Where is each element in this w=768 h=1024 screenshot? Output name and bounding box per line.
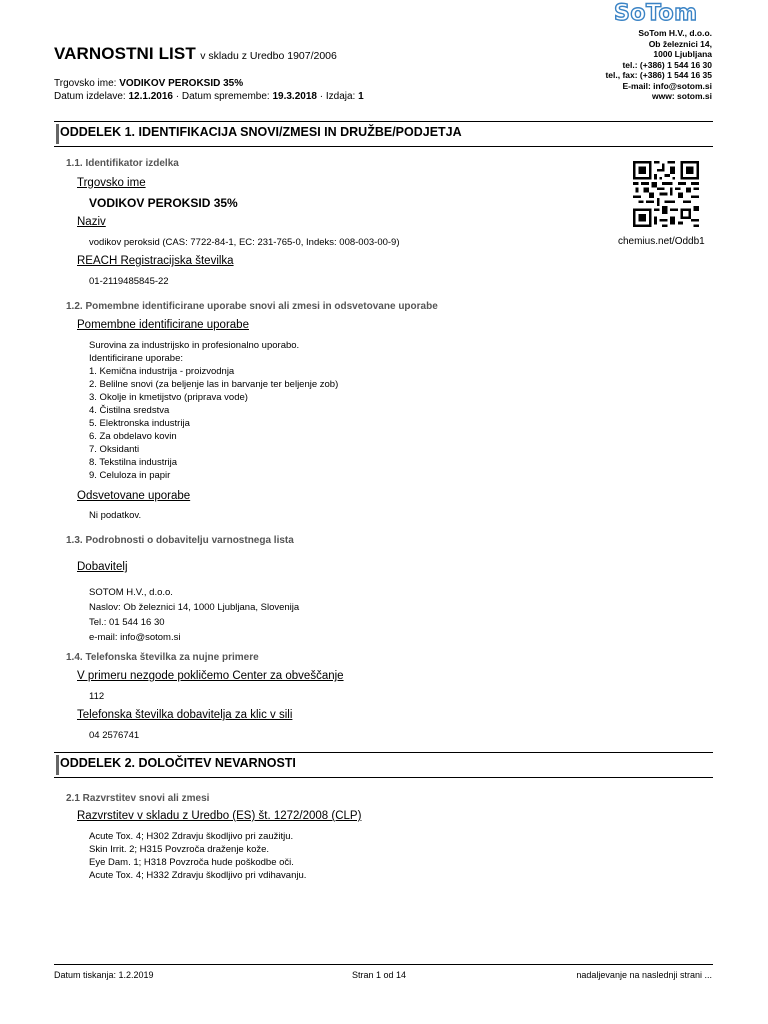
- list-item: 3. Okolje in kmetijstvo (priprava vode): [89, 392, 248, 403]
- s14-emerg-value: 112: [89, 691, 105, 702]
- document-title: [54, 44, 337, 64]
- list-item: Acute Tox. 4; H302 Zdravju škodljivo pri zaužitju.: [89, 831, 294, 842]
- list-item: Eye Dam. 1; H318 Povzroča hude poškodbe oči.: [89, 857, 294, 868]
- s14-title: 1.4. Telefonska številka za nujne primere: [66, 652, 259, 663]
- s13-supplier-block: SOTOM H.V., d.o.o. Naslov: Ob železnici 14, 1000 Ljubljana, Slovenija Tel.: 01 544 16 30 e-mail: info@sotom.si: [89, 587, 300, 643]
- list-item: 6. Za obdelavo kovin: [89, 431, 177, 442]
- title-main: VARNOSTNI LIST: [54, 44, 196, 63]
- s21-clp-label: Razvrstitev v skladu z Uredbo (ES) št. 1272/2008 (CLP): [77, 810, 362, 822]
- list-item: Skin Irrit. 2; H315 Povzroča draženje kože.: [89, 844, 270, 855]
- footer-page-number: Stran 1 od 14: [352, 970, 407, 980]
- s12-title: 1.2. Pomembne identificirane uporabe snovi ali zmesi in odsvetovane uporabe: [66, 301, 438, 312]
- header-meta: [54, 77, 364, 103]
- s14-supplier-tel-value: 04 2576741: [89, 730, 140, 741]
- s11-reach-value: 01-2119485845-22: [89, 276, 169, 287]
- s21-clp-list: [89, 830, 306, 882]
- s11-trade-value: VODIKOV PEROKSID 35%: [89, 196, 238, 210]
- trade-name-line: Trgovsko ime: VODIKOV PEROKSID 35%: [54, 78, 244, 89]
- title-sub: v skladu z Uredbo 1907/2006: [200, 50, 337, 62]
- footer-divider: [54, 964, 713, 965]
- s11-title: 1.1. Identifikator izdelka: [66, 158, 179, 169]
- footer-continued: nadaljevanje na naslednji strani ...: [576, 970, 712, 980]
- s12-advised-label: Odsvetovane uporabe: [77, 490, 191, 502]
- section-1-heading: ODDELEK 1. IDENTIFIKACIJA SNOVI/ZMESI IN DRUŽBE/PODJETJA: [54, 121, 713, 147]
- s12-advised-value: Ni podatkov.: [89, 510, 142, 521]
- company-info: SoTom H.V., d.o.o. Ob železnici 14, 1000 Ljubljana tel.: (+386) 1 544 16 30 tel., fax: (+386) 1 544 16 35 E-mail: info@sotom.si www: sotom.si: [605, 28, 712, 101]
- list-item: Acute Tox. 4; H332 Zdravju škodljivo pri vdihavanju.: [89, 870, 307, 881]
- section-2-heading: ODDELEK 2. DOLOČITEV NEVARNOSTI: [54, 752, 713, 778]
- s12-uses-list: [89, 339, 338, 482]
- list-item: 7. Oksidanti: [89, 444, 140, 455]
- s11-reach-label: REACH Registracijska številka: [77, 255, 234, 267]
- s13-supplier-label: Dobavitelj: [77, 561, 128, 573]
- list-item: 8. Tekstilna industrija: [89, 457, 178, 468]
- qr-code-icon[interactable]: [633, 161, 699, 227]
- dates-line: Datum izdelave: 12.1.2016 · Datum spremembe: 19.3.2018 · Izdaja: 1: [54, 91, 364, 102]
- s14-emerg-label: V primeru nezgode pokličemo Center za obveščanje: [77, 670, 344, 682]
- qr-caption: chemius.net/Oddb1: [618, 236, 705, 247]
- list-item: Identificirane uporabe:: [89, 353, 184, 364]
- list-item: 5. Elektronska industrija: [89, 418, 190, 429]
- s11-name-label: Naziv: [77, 216, 106, 228]
- footer-print-date: Datum tiskanja: 1.2.2019: [54, 970, 154, 980]
- list-item: 2. Belilne snovi (za beljenje las in barvanje ter beljenje zob): [89, 379, 339, 390]
- s11-name-value: vodikov peroksid (CAS: 7722-84-1, EC: 231-765-0, Indeks: 008-003-00-9): [89, 237, 400, 248]
- company-logo: SoTom: [614, 1, 698, 26]
- s12-uses-label: Pomembne identificirane uporabe: [77, 319, 249, 331]
- s11-trade-label: Trgovsko ime: [77, 177, 146, 189]
- s21-title: 2.1 Razvrstitev snovi ali zmesi: [66, 793, 210, 804]
- list-item: Surovina za industrijsko in profesionalno uporabo.: [89, 340, 300, 351]
- list-item: 4. Čistilna sredstva: [89, 405, 170, 416]
- list-item: 1. Kemična industrija - proizvodnja: [89, 366, 235, 377]
- s14-supplier-tel-label: Telefonska številka dobavitelja za klic v sili: [77, 709, 293, 721]
- list-item: 9. Celuloza in papir: [89, 470, 171, 481]
- s13-title: 1.3. Podrobnosti o dobavitelju varnostnega lista: [66, 535, 294, 546]
